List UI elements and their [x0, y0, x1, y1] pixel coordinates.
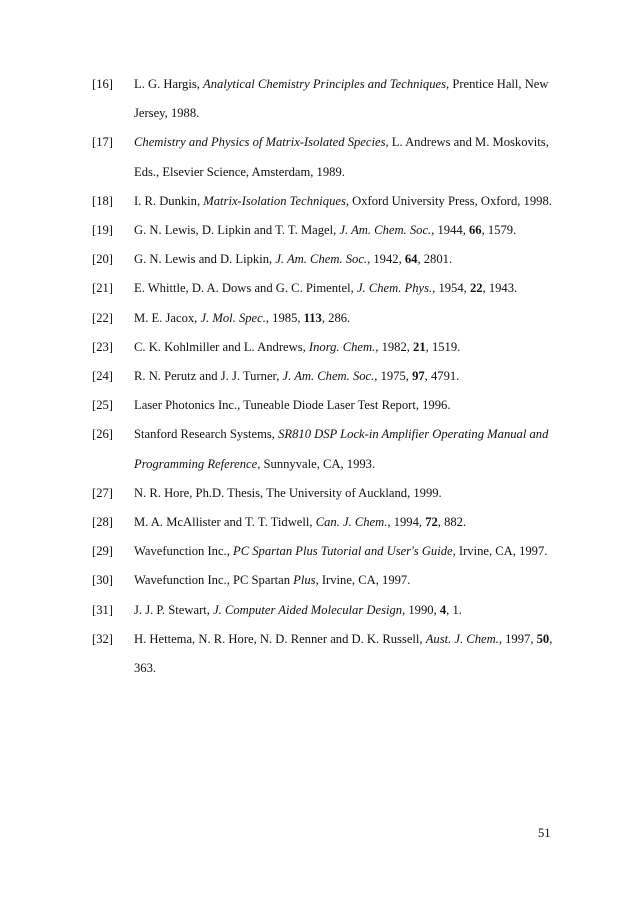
reference-item: [92, 362, 572, 391]
reference-number: [27]: [92, 485, 113, 500]
reference-volume: 4: [439, 602, 447, 617]
reference-item: [92, 128, 572, 186]
reference-plain-text: , 363.: [134, 631, 553, 676]
reference-italic-text: J. Chem. Phys.: [356, 281, 433, 296]
reference-volume: 66: [468, 223, 482, 238]
reference-text: [134, 128, 572, 186]
reference-number: [31]: [92, 602, 113, 617]
reference-plain-text: J. J. P. Stewart,: [134, 602, 214, 617]
reference-volume: 22: [469, 281, 483, 296]
reference-number: [32]: [92, 631, 113, 646]
reference-item: [92, 274, 572, 303]
reference-plain-text: M. E. Jacox,: [134, 310, 201, 325]
reference-item: [92, 479, 572, 508]
reference-item: [92, 508, 572, 537]
reference-italic-text: Analytical Chemistry Principles and Techniques,: [203, 77, 450, 91]
reference-volume: 64: [404, 252, 418, 267]
reference-number: [29]: [92, 544, 113, 559]
reference-plain-text: C. K. Kohlmiller and L. Andrews,: [134, 339, 309, 354]
reference-italic-text: J. Mol. Spec.: [200, 310, 266, 325]
reference-text: [134, 70, 572, 128]
reference-item: [92, 391, 572, 420]
reference-item: [92, 304, 572, 333]
reference-text: [134, 187, 572, 216]
reference-plain-text: , 1942,: [367, 252, 405, 267]
reference-volume: 72: [425, 515, 438, 530]
reference-item: [92, 70, 572, 128]
reference-plain-text: , 1985,: [265, 310, 304, 325]
reference-plain-text: , 1944,: [431, 223, 469, 238]
reference-number: [18]: [92, 193, 113, 208]
reference-text: [134, 596, 572, 625]
reference-plain-text: G. N. Lewis and D. Lipkin,: [134, 252, 276, 267]
reference-plain-text: , 1994,: [387, 515, 426, 530]
reference-italic-text: Aust. J. Chem.: [425, 631, 499, 646]
reference-number: [26]: [92, 427, 113, 442]
reference-volume: 50: [536, 631, 550, 646]
reference-number: [30]: [92, 573, 113, 588]
reference-item: [92, 216, 572, 245]
reference-plain-text: Irvine, CA, 1997.: [455, 544, 548, 559]
reference-plain-text: N. R. Hore, Ph.D. Thesis, The University of Auckland, 1999.: [134, 485, 442, 500]
reference-text: [134, 537, 572, 566]
reference-plain-text: , 1975,: [374, 369, 413, 384]
reference-number: [20]: [92, 252, 113, 267]
reference-number: [17]: [92, 135, 113, 150]
reference-item: [92, 566, 572, 595]
reference-text: [134, 625, 572, 683]
reference-plain-text: , 1954,: [432, 281, 470, 296]
reference-italic-text: J. Am. Chem. Soc.: [282, 369, 375, 384]
reference-text: [134, 508, 572, 537]
reference-volume: 113: [303, 310, 322, 325]
reference-text: [134, 566, 572, 595]
reference-plain-text: , 1579.: [481, 223, 517, 238]
reference-number: [24]: [92, 369, 113, 384]
reference-text: [134, 274, 572, 303]
reference-text: [134, 391, 572, 420]
reference-plain-text: , 2801.: [417, 252, 453, 267]
reference-plain-text: Sunnyvale, CA, 1993.: [260, 456, 376, 471]
reference-plain-text: Laser Photonics Inc., Tuneable Diode Laser Test Report, 1996.: [134, 398, 451, 413]
reference-number: [28]: [92, 515, 113, 530]
reference-plain-text: E. Whittle, D. A. Dows and G. C. Pimentel,: [134, 281, 357, 296]
reference-plain-text: , Irvine, CA, 1997.: [315, 573, 411, 588]
reference-italic-text: Matrix-Isolation Techniques,: [203, 193, 350, 208]
reference-item: [92, 537, 572, 566]
reference-italic-text: Inorg. Chem.: [308, 339, 376, 354]
reference-text: [134, 333, 572, 362]
reference-plain-text: , 1982,: [375, 339, 414, 354]
reference-plain-text: Prentice Hall, New Jersey, 1988.: [134, 77, 549, 121]
reference-italic-text: Chemistry and Physics of Matrix-Isolated Species,: [134, 135, 389, 150]
reference-plain-text: , 286.: [321, 310, 351, 325]
reference-number: [19]: [92, 223, 113, 238]
reference-plain-text: , 4791.: [424, 369, 460, 384]
reference-item: [92, 420, 572, 478]
reference-italic-text: J. Computer Aided Molecular Design: [213, 602, 403, 617]
reference-volume: 97: [412, 369, 425, 384]
reference-plain-text: , 882.: [437, 515, 467, 530]
reference-volume: 21: [413, 339, 426, 354]
reference-italic-text: J. Am. Chem. Soc.: [339, 223, 432, 238]
reference-text: [134, 304, 572, 333]
reference-item: [92, 333, 572, 362]
reference-plain-text: M. A. McAllister and T. T. Tidwell,: [134, 515, 316, 530]
reference-plain-text: H. Hettema, N. R. Hore, N. D. Renner and D. K. Russell,: [134, 631, 426, 646]
reference-plain-text: L. Andrews and M. Moskovits, Eds., Elsevier Science, Amsterdam, 1989.: [134, 135, 549, 179]
reference-plain-text: , 1.: [446, 602, 462, 617]
reference-plain-text: , 1519.: [425, 339, 461, 354]
reference-item: [92, 245, 572, 274]
reference-plain-text: I. R. Dunkin,: [134, 193, 204, 208]
reference-text: [134, 479, 572, 508]
reference-plain-text: G. N. Lewis, D. Lipkin and T. T. Magel,: [134, 223, 340, 238]
reference-italic-text: J. Am. Chem. Soc.: [275, 252, 368, 267]
reference-item: [92, 625, 572, 683]
reference-text: [134, 216, 572, 245]
reference-plain-text: Wavefunction Inc.,: [134, 544, 233, 559]
reference-plain-text: , 1990,: [402, 602, 440, 617]
reference-text: [134, 362, 572, 391]
reference-plain-text: , 1943.: [482, 281, 518, 296]
reference-italic-text: Can. J. Chem.: [315, 515, 388, 530]
page-number: 51: [538, 826, 551, 840]
reference-italic-text: Plus: [293, 573, 316, 588]
reference-plain-text: , 1997,: [498, 631, 537, 646]
reference-italic-text: SR810 DSP Lock-in Amplifier Operating Manual and Programming Reference,: [134, 427, 549, 471]
reference-number: [25]: [92, 398, 113, 413]
reference-plain-text: Oxford University Press, Oxford, 1998.: [349, 193, 552, 208]
reference-number: [21]: [92, 281, 113, 296]
reference-text: [134, 420, 572, 478]
reference-plain-text: L. G. Hargis,: [134, 77, 204, 91]
reference-italic-text: PC Spartan Plus Tutorial and User's Guide,: [233, 544, 456, 559]
reference-plain-text: Stanford Research Systems,: [134, 427, 279, 442]
reference-number: [22]: [92, 310, 113, 325]
reference-plain-text: Wavefunction Inc., PC Spartan: [134, 573, 294, 588]
reference-number: [16]: [92, 77, 113, 91]
reference-number: [23]: [92, 339, 113, 354]
reference-list: [92, 70, 572, 683]
reference-plain-text: R. N. Perutz and J. J. Turner,: [134, 369, 283, 384]
reference-item: [92, 187, 572, 216]
reference-text: [134, 245, 572, 274]
reference-item: [92, 596, 572, 625]
